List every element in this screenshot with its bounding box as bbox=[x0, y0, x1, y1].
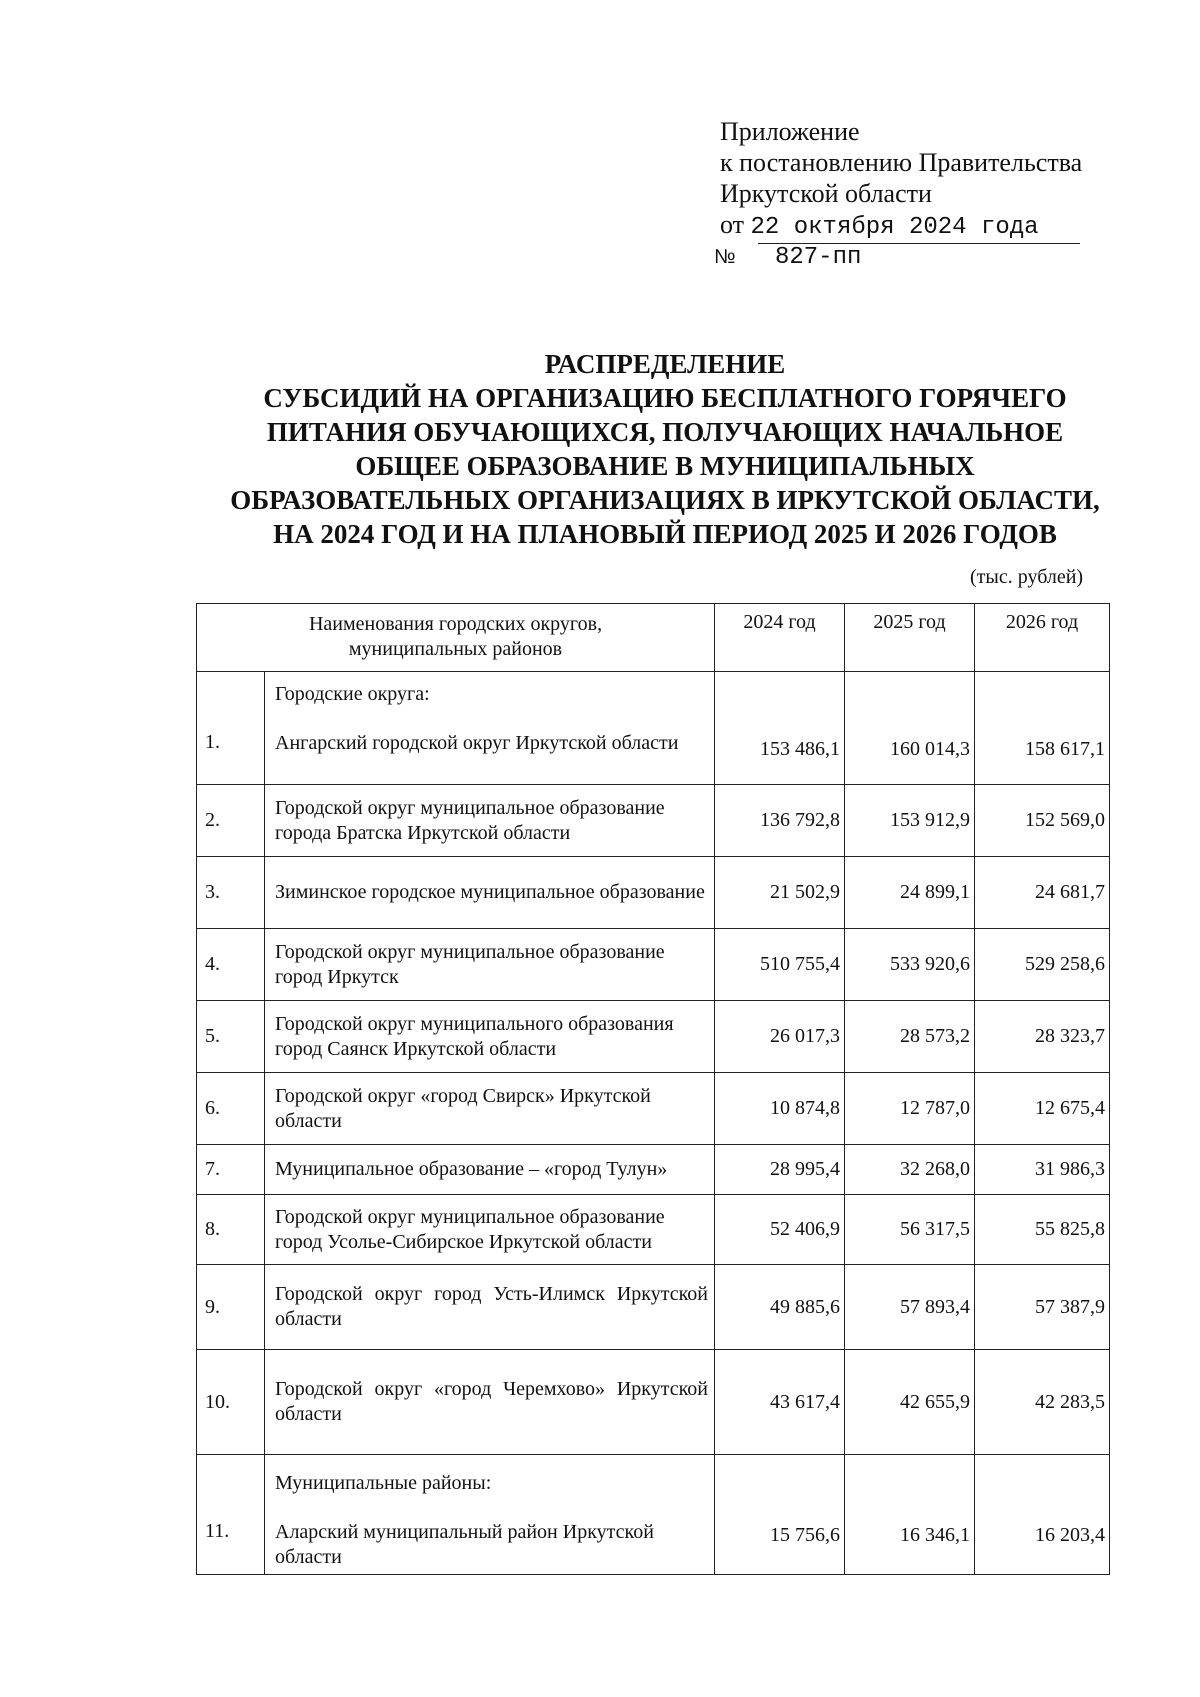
table-row bbox=[197, 672, 1110, 785]
title-line-1: РАСПРЕДЕЛЕНИЕ bbox=[544, 349, 786, 379]
row-value-2024: 21 502,9 bbox=[715, 857, 845, 929]
row-value-2026: 152 569,0 bbox=[975, 785, 1110, 857]
title-line-5: ОБРАЗОВАТЕЛЬНЫХ ОРГАНИЗАЦИЯХ В ИРКУТСКОЙ ОБЛАСТИ, bbox=[230, 485, 1100, 515]
header-2026: 2026 год bbox=[975, 604, 1110, 672]
row-number: 7. bbox=[197, 1145, 265, 1195]
row-number: 6. bbox=[197, 1073, 265, 1145]
row-value-2026: 55 825,8 bbox=[975, 1195, 1110, 1265]
row-name: Городской округ «город Свирск» Иркутской области bbox=[265, 1073, 715, 1145]
header-name-line-1: Наименования городских округов, bbox=[308, 613, 603, 635]
section-label-municipal: Муниципальные районы: bbox=[275, 1472, 492, 1494]
table-row bbox=[197, 1073, 1110, 1145]
row-value-2025: 160 014,3 bbox=[845, 672, 975, 785]
decree-date: 22 октября 2024 года bbox=[750, 214, 1039, 241]
row-value-2025: 153 912,9 bbox=[845, 785, 975, 857]
appendix-region: Иркутской области bbox=[720, 179, 932, 208]
row-name: Зиминское городское муниципальное образование bbox=[265, 857, 715, 929]
appendix-header bbox=[720, 116, 1082, 243]
title-line-6: НА 2024 ГОД И НА ПЛАНОВЫЙ ПЕРИОД 2025 И 2026 ГОДОВ bbox=[273, 519, 1057, 549]
row-number: 11. bbox=[197, 1455, 265, 1575]
title-line-2: СУБСИДИЙ НА ОРГАНИЗАЦИЮ БЕСПЛАТНОГО ГОРЯЧЕГО bbox=[263, 383, 1067, 413]
table-row bbox=[197, 785, 1110, 857]
row-name-cell bbox=[265, 1455, 715, 1575]
units-label: (тыс. рублей) bbox=[970, 566, 1084, 588]
row-value-2025: 533 920,6 bbox=[845, 929, 975, 1001]
row-value-2024: 510 755,4 bbox=[715, 929, 845, 1001]
row-value-2025: 56 317,5 bbox=[845, 1195, 975, 1265]
row-value-2024: 52 406,9 bbox=[715, 1195, 845, 1265]
row-number: 2. bbox=[197, 785, 265, 857]
table-row bbox=[197, 1001, 1110, 1073]
row-name: Городской округ муниципальное образование город Усолье-Сибирское Иркутской области bbox=[265, 1195, 715, 1265]
row-number: 9. bbox=[197, 1265, 265, 1350]
row-value-2026: 529 258,6 bbox=[975, 929, 1110, 1001]
appendix-decree: к постановлению Правительства bbox=[720, 148, 1083, 177]
header-name bbox=[197, 604, 715, 672]
row-value-2025: 57 893,4 bbox=[845, 1265, 975, 1350]
table-row bbox=[197, 857, 1110, 929]
row-value-2024: 153 486,1 bbox=[715, 672, 845, 785]
row-number: 5. bbox=[197, 1001, 265, 1073]
row-value-2024: 136 792,8 bbox=[715, 785, 845, 857]
document-title bbox=[180, 347, 1150, 551]
row-name: Городской округ муниципальное образование город Иркутск bbox=[265, 929, 715, 1001]
table-row bbox=[197, 1195, 1110, 1265]
row-value-2024: 28 995,4 bbox=[715, 1145, 845, 1195]
row-value-2025: 24 899,1 bbox=[845, 857, 975, 929]
header-name-line-2: муниципальных районов bbox=[348, 638, 563, 660]
row-number: 8. bbox=[197, 1195, 265, 1265]
appendix-date-row bbox=[720, 209, 1082, 243]
appendix-title: Приложение bbox=[720, 117, 860, 146]
header-2024: 2024 год bbox=[715, 604, 845, 672]
row-name: Городской округ муниципального образования город Саянск Иркутской области bbox=[265, 1001, 715, 1073]
appendix-number-row bbox=[714, 243, 861, 271]
table-row bbox=[197, 1265, 1110, 1350]
row-value-2025: 16 346,1 bbox=[845, 1455, 975, 1575]
row-name: Ангарский городской округ Иркутской области bbox=[275, 732, 679, 754]
row-number: 3. bbox=[197, 857, 265, 929]
row-value-2026: 158 617,1 bbox=[975, 672, 1110, 785]
table-header-row bbox=[197, 604, 1110, 672]
table-row bbox=[197, 929, 1110, 1001]
decree-number: 827-пп bbox=[774, 244, 862, 271]
table-row bbox=[197, 1350, 1110, 1455]
row-name: Муниципальное образование – «город Тулун» bbox=[265, 1145, 715, 1195]
row-value-2024: 49 885,6 bbox=[715, 1265, 845, 1350]
row-name: Городской округ «город Черемхово» Иркутской области bbox=[265, 1350, 715, 1455]
row-number: 1. bbox=[197, 672, 265, 785]
table-row bbox=[197, 1145, 1110, 1195]
title-line-4: ОБЩЕЕ ОБРАЗОВАНИЕ В МУНИЦИПАЛЬНЫХ bbox=[355, 451, 975, 481]
row-value-2025: 12 787,0 bbox=[845, 1073, 975, 1145]
row-value-2026: 16 203,4 bbox=[975, 1455, 1110, 1575]
row-name-cell bbox=[265, 672, 715, 785]
row-value-2024: 26 017,3 bbox=[715, 1001, 845, 1073]
row-name: Городской округ муниципальное образование города Братска Иркутской области bbox=[265, 785, 715, 857]
section-label-city: Городские округа: bbox=[275, 683, 430, 705]
table-row bbox=[197, 1455, 1110, 1575]
row-value-2025: 42 655,9 bbox=[845, 1350, 975, 1455]
header-2025: 2025 год bbox=[845, 604, 975, 672]
row-value-2026: 42 283,5 bbox=[975, 1350, 1110, 1455]
row-number: 4. bbox=[197, 929, 265, 1001]
row-value-2026: 57 387,9 bbox=[975, 1265, 1110, 1350]
subsidy-table bbox=[196, 603, 1110, 1575]
row-value-2024: 15 756,6 bbox=[715, 1455, 845, 1575]
date-prefix: от bbox=[720, 210, 745, 239]
row-value-2024: 43 617,4 bbox=[715, 1350, 845, 1455]
row-number: 10. bbox=[197, 1350, 265, 1455]
row-value-2024: 10 874,8 bbox=[715, 1073, 845, 1145]
row-value-2026: 12 675,4 bbox=[975, 1073, 1110, 1145]
title-line-3: ПИТАНИЯ ОБУЧАЮЩИХСЯ, ПОЛУЧАЮЩИХ НАЧАЛЬНОЕ bbox=[266, 417, 1064, 447]
row-value-2025: 32 268,0 bbox=[845, 1145, 975, 1195]
row-name: Аларский муниципальный район Иркутской области bbox=[275, 1521, 654, 1568]
row-value-2025: 28 573,2 bbox=[845, 1001, 975, 1073]
row-value-2026: 28 323,7 bbox=[975, 1001, 1110, 1073]
row-value-2026: 31 986,3 bbox=[975, 1145, 1110, 1195]
row-value-2026: 24 681,7 bbox=[975, 857, 1110, 929]
row-name: Городской округ город Усть-Илимск Иркутской области bbox=[265, 1265, 715, 1350]
number-sign: № bbox=[714, 246, 736, 268]
